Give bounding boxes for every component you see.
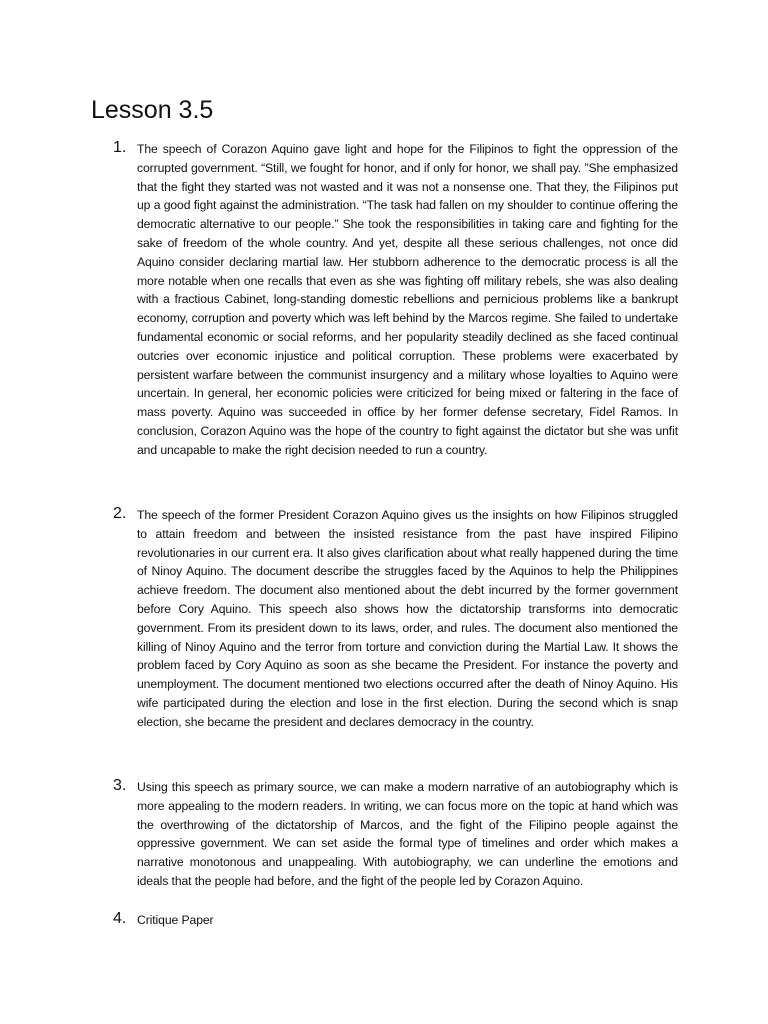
- list-item-text: The speech of the former President Corazon Aquino gives us the insights on how Filipinos struggled to attain freedom and between the insisted resistance from the past have inspired Filipino revolutionaries in our current era. It also gives clarification about what really happened during the time of Ninoy Aquino. The document describe the struggles faced by the Aquinos to help the Philippines achieve freedom. The document also mentioned about the debt incurred by the former government before Cory Aquino. This speech also shows how the dictatorship transforms into democratic government. From its president down to its laws, order, and rules. The document also mentioned the killing of Ninoy Aquino and the terror from torture and conviction during the Martial Law. It shows the problem faced by Cory Aquino as soon as she became the President. For instance the poverty and unemployment. The document mentioned two elections occurred after the death of Ninoy Aquino. His wife participated during the election and lose in the first election. During the second which is snap election, she became the president and declares democracy in the country.: [137, 508, 678, 729]
- list-item-text: The speech of Corazon Aquino gave light and hope for the Filipinos to fight the oppression of the corrupted government. “Still, we fought for honor, and if only for honor, we shall pay. ”She emphasized that the fight they started was not wasted and it was not a nonsense one. That they, the Filipinos put up a good fight against the administration. “The task had fallen on my shoulder to continue offering the democratic alternative to our people.” She took the responsibilities in taking care and fighting for the sake of freedom of the whole country. And yet, despite all these serious challenges, not once did Aquino consider declaring martial law. Her stubborn adherence to the democratic process is all the more notable when one recalls that even as she was fighting off military rebels, she was also dealing with a fractious Cabinet, long-standing domestic rebellions and pernicious problems like a bankrupt economy, corruption and poverty which was left behind by the Marcos regime. She failed to undertake fundamental economic or social reforms, and her popularity steadily declined as she faced continual outcries over economic injustice and political corruption. These problems were exacerbated by persistent warfare between the communist insurgency and a military whose loyalties to Aquino were uncertain. In general, her economic policies were criticized for being mixed or faltering in the face of mass poverty. Aquino was succeeded in office by her former defense secretary, Fidel Ramos. In conclusion, Corazon Aquino was the hope of the country to fight against the dictator but she was unfit and uncapable to make the right decision needed to run a country.: [137, 142, 678, 457]
- list-item-number: 1.: [113, 139, 127, 156]
- list-item-number: 4.: [113, 910, 127, 927]
- page-title: Lesson 3.5: [91, 96, 214, 124]
- list-item-number: 3.: [113, 777, 127, 794]
- list-item-number: 2.: [113, 505, 127, 522]
- list-item-text: Using this speech as primary source, we can make a modern narrative of an autobiography which is more appealing to the modern readers. In writing, we can focus more on the topic at hand which was the overthrowing of the dictatorship of Marcos, and the fight of the Filipino people against the oppressive government. We can set aside the formal type of timelines and order which makes a narrative monotonous and unappealing. With autobiography, we can underline the emotions and ideals that the people had before, and the fight of the people led by Corazon Aquino.: [137, 780, 678, 888]
- list-item-text: Critique Paper: [137, 913, 214, 927]
